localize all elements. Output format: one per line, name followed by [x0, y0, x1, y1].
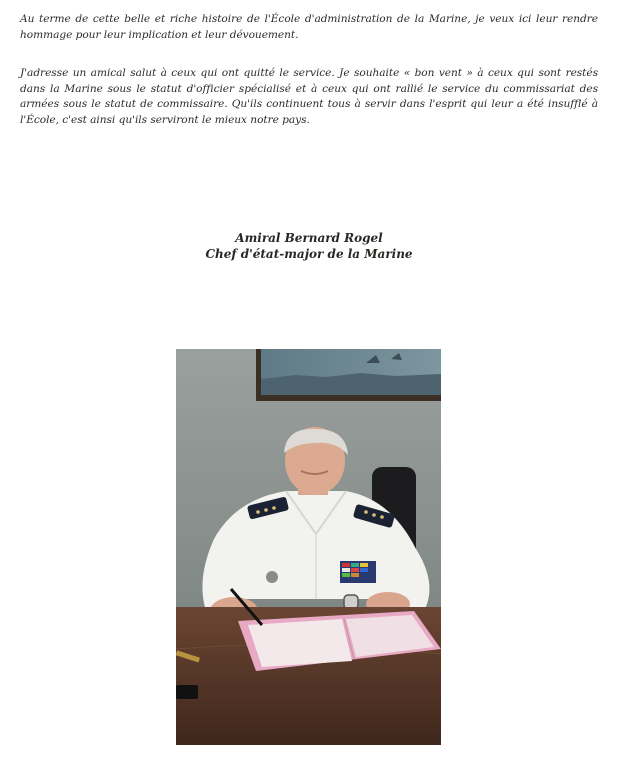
signatory-name: Amiral Bernard Rogel — [235, 231, 383, 245]
phone — [176, 685, 198, 699]
badge — [266, 571, 278, 583]
photo-illustration — [176, 349, 441, 745]
signature-block — [0, 230, 618, 262]
admiral-photo — [176, 349, 441, 745]
document-left-page — [248, 619, 352, 667]
intro-paragraph: Au terme de cette belle et riche histoire de l'École d'administration de la Marine, je veux ici leur rendre hommage pour leur implication et leur dévouement. — [20, 13, 598, 41]
medal-ribbons — [340, 561, 376, 583]
signatory-title: Chef d'état-major de la Marine — [205, 247, 413, 261]
farewell-paragraph: J'adresse un amical salut à ceux qui ont quitté le service. Je souhaite « bon vent » à ceux qui sont restés dans la Marine sous le statut d'officier spécialisé et à ceux qui ont rallié le service du commissariat des armées sous le statut de commissaire. Qu'ils continuent tous à servir dans l'esprit qui leur a été insufflé à l'École, c'est ainsi qu'ils serviront le mieux notre pays. — [20, 67, 598, 126]
framed-painting — [256, 349, 441, 401]
wristwatch — [344, 595, 358, 609]
